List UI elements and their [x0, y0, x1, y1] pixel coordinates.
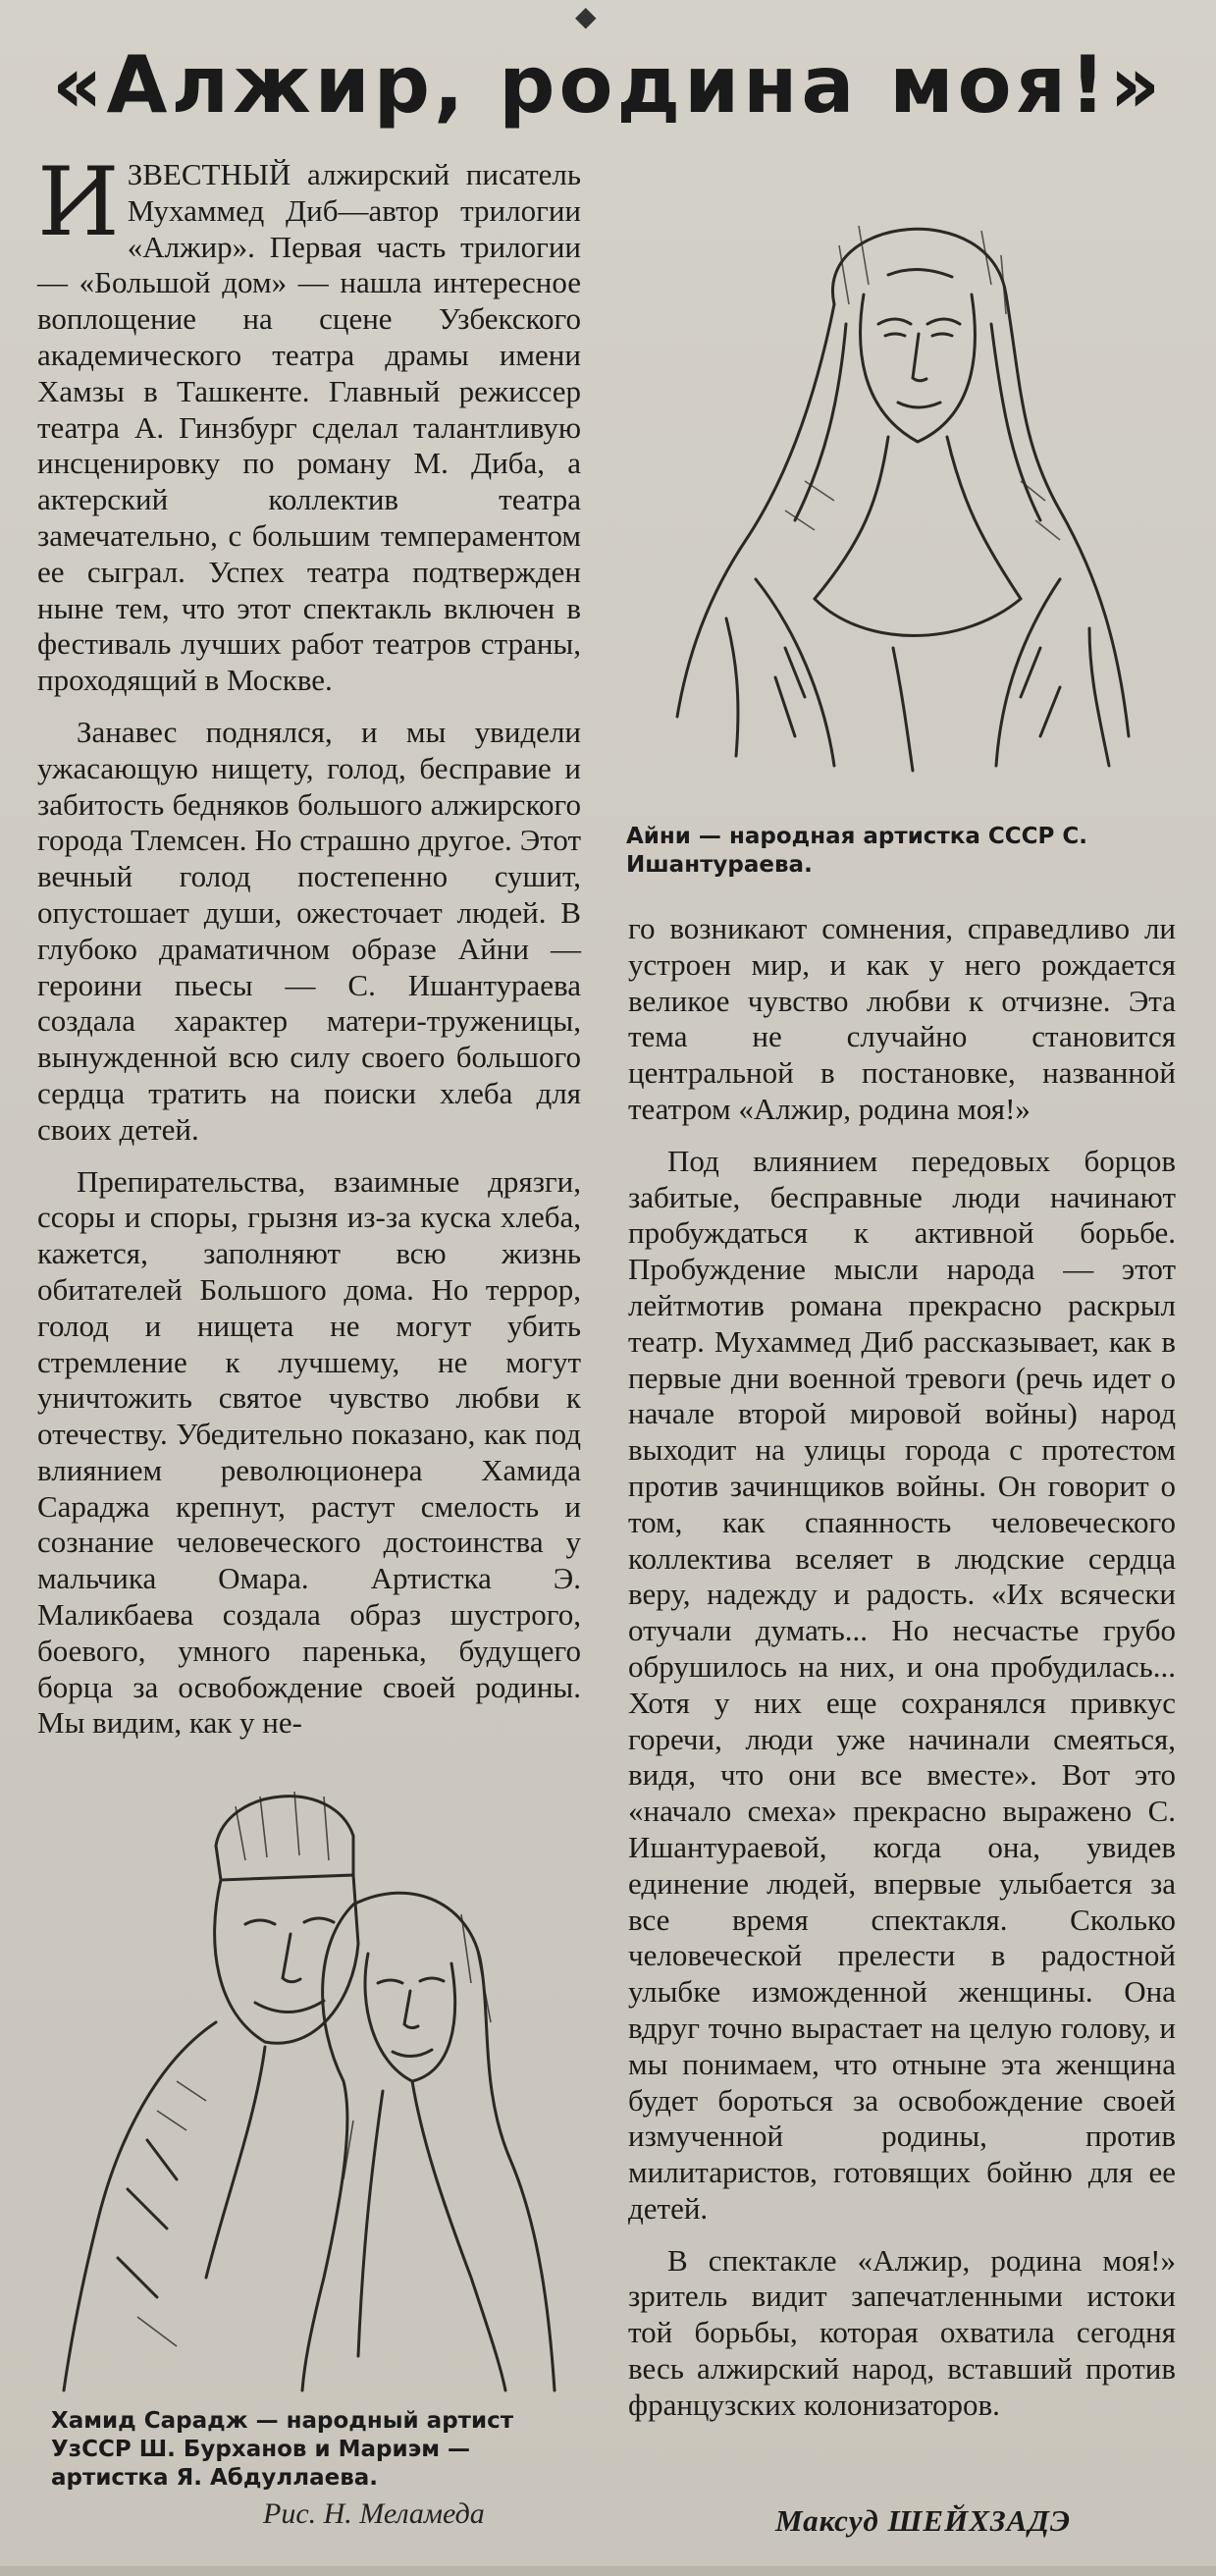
paragraph-1: [37, 147, 581, 699]
paragraph-6: В спектакле «Алжир, родина моя!» зритель видит запечатленными истоки той борьбы, которая охватила сегодня весь алжирский народ, вставший против французских колонизаторов.: [628, 2242, 1176, 2422]
portrait-illustration-aini: [667, 187, 1138, 776]
author-signature: Максуд ШЕЙХЗАДЭ: [775, 2503, 1072, 2538]
illustration-hamid-mariem: [59, 1767, 589, 2395]
paragraph-1-text: ЗВЕСТНЫЙ алжирский писатель Мухаммед Диб—автор трилогии «Алжир». Первая часть трилогии — «Большой дом» — нашла интересное воплощение на сцене Узбекского академического театра драмы имени Хамзы в Ташкенте. Главный режиссер театра А. Гинзбург сделал талантливую инсценировку по роману М. Диба, а актерский коллектив театра замечательно, с большим темпераментом ее сыграл. Успех театра подтвержден ныне тем, что этот спектакль включен в фестиваль лучших работ театров страны, проходящий в Москве.: [37, 157, 581, 698]
paragraph-2: Занавес поднялся, и мы увидели ужасающую нищету, голод, бесправие и забитость бедняков большого алжирского города Тлемсен. Но страшно другое. Этот вечный голод постепенно сушит, опустошает души, ожесточает людей. В глубоко драматичном образе Айни — героини пьесы — С. Ишантураева создала характер матери-труженицы, вынужденной всю силу своего большого сердца тратить на поиски хлеба для своих детей.: [37, 714, 581, 1147]
right-column: [628, 911, 1176, 2424]
top-ornament: ◆: [575, 2, 597, 32]
paragraph-3: Препирательства, взаимные дрязги, ссоры и споры, грызня из-за куска хлеба, кажется, заполняют всю жизнь обитателей Большого дома. Но террор, голод и нищета не могут убить стремление к лучшему, не могут уничтожить святое чувство любви к отечеству. Убедительно показано, как под влиянием революционера Хамида Сараджа крепнут, растут смелость и сознание человеческого достоинства у мальчика Омара. Артистка Э. Маликбаева создала образ шустрого, боевого, умного паренька, будущего борца за освобождение своей родины. Мы видим, как у не-: [37, 1163, 581, 1741]
paragraph-4: го возникают сомнения, справедливо ли устроен мир, и как у него рождается великое чувство любви к отчизне. Эта тема не случайно становится центральной в постановке, названной театром «Алжир, родина моя!»: [628, 911, 1176, 1126]
caption-hamid-mariem: Хамид Сарадж — народный артист УзССР Ш. Бурханов и Мариэм — артистка Я. Абдуллаева.: [51, 2408, 514, 2491]
drop-cap: И: [37, 147, 120, 257]
left-column: [37, 147, 581, 1742]
bottom-edge: [0, 2566, 1216, 2576]
illustration-credit: Рис. Н. Меламеда: [263, 2497, 485, 2530]
headline: «Алжир, родина моя!»: [51, 39, 1165, 131]
paragraph-5: Под влиянием передовых борцов забитые, бесправные люди начинают пробуждаться к активной борьбе. Пробуждение мысли народа — этот лейтмотив романа прекрасно раскрыл театр. Мухаммед Диб рассказывает, как в первые дни военной тревоги (речь идет о начале второй мировой войны) народ выходит на улицы города с протестом против зачинщиков войны. Он говорит о том, как спаянность человеческого коллектива вселяет в людские сердца веру, надежду и радость. «Их всячески отучали думать... Но несчастье грубо обрушилось на них, и она пробудилась... Хотя у них еще сохранялся привкус горечи, люди уже начинали смеяться, видя, что они все вместе». Вот это «начало смеха» прекрасно выражено С. Ишантураевой, когда она, увидев единение людей, впервые улыбается за все время спектакля. Сколько человеческой прелести в радостной улыбке изможденной женщины. Она вдруг точно вырастает на целую голову, и мы понимаем, что отныне эта женщина будет бороться за освобождение своей измученной родины, против милитаристов, готовящих бойню для ее детей.: [628, 1143, 1176, 2226]
caption-aini: Айни — народная артистка СССР С. Ишантураева.: [626, 824, 1088, 878]
